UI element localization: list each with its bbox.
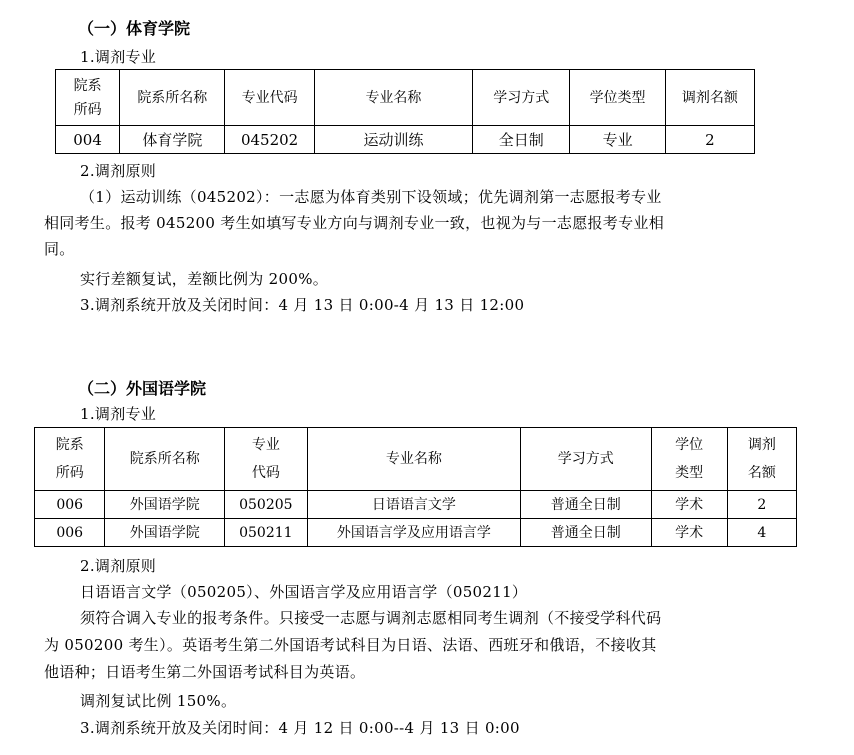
header-cell <box>56 70 120 126</box>
table-cell: 004 <box>56 126 120 154</box>
table-cell: 外国语言学及应用语言学 <box>307 519 520 547</box>
table-cell: 普通全日制 <box>521 491 651 519</box>
table-cell: 050205 <box>225 491 308 519</box>
header-line: 代码 <box>251 465 280 481</box>
section-title-sports: （一）体育学院 <box>78 19 191 38</box>
table-row <box>35 519 797 547</box>
header-cell: 院系所名称 <box>105 428 225 491</box>
header-cell: 学习方式 <box>473 70 570 126</box>
table-cell: 045202 <box>225 126 314 154</box>
table-cell: 运动训练 <box>314 126 472 154</box>
table-cell: 2 <box>727 491 796 519</box>
paragraph-ratio: 调剂复试比例 150%。 <box>80 692 237 710</box>
header-cell <box>727 428 796 491</box>
header-cell: 学位类型 <box>570 70 665 126</box>
table-cell: 050211 <box>225 519 308 547</box>
table-cell: 学术 <box>651 519 727 547</box>
table-cell: 4 <box>727 519 796 547</box>
table-cell: 2 <box>665 126 754 154</box>
header-line: 院系 <box>73 77 102 94</box>
header-cell: 专业名称 <box>314 70 472 126</box>
table-cell: 全日制 <box>473 126 570 154</box>
paragraph-line: 同。 <box>44 240 75 258</box>
header-line: 学位 <box>675 437 704 453</box>
header-cell: 专业代码 <box>225 70 314 126</box>
table-header-row <box>35 428 797 491</box>
table-cell: 体育学院 <box>120 126 225 154</box>
header-line: 调剂 <box>747 437 776 453</box>
paragraph-line: 日语语言文学（050205）、外国语言学及应用语言学（050211） <box>80 583 528 601</box>
table-cell: 外国语学院 <box>105 519 225 547</box>
table-cell: 006 <box>35 491 105 519</box>
paragraph-line: 须符合调入专业的报考条件。只接受一志愿与调剂志愿相同考生调剂（不接受学科代码 <box>80 609 662 627</box>
header-cell: 专业名称 <box>307 428 520 491</box>
subheading-principles: 2.调剂原则 <box>80 557 157 575</box>
subheading-principles: 2.调剂原则 <box>80 162 157 180</box>
section-title-foreign-languages: （二）外国语学院 <box>78 379 207 398</box>
header-cell: 院系所名称 <box>120 70 225 126</box>
header-line: 类型 <box>675 465 704 481</box>
table-header-row <box>56 70 755 126</box>
subheading-system-time: 3.调剂系统开放及关闭时间：4 月 13 日 0:00-4 月 13 日 12:00 <box>80 296 525 314</box>
header-line: 院系 <box>55 437 84 453</box>
table-cell: 专业 <box>570 126 665 154</box>
paragraph-line: 相同考生。报考 045200 考生如填写专业方向与调剂专业一致，也视为与一志愿报考专业相 <box>44 214 665 232</box>
subheading-majors: 1.调剂专业 <box>80 405 157 423</box>
header-line: 所码 <box>55 465 84 481</box>
table-cell: 006 <box>35 519 105 547</box>
table-cell: 日语语言文学 <box>307 491 520 519</box>
header-line: 名额 <box>747 465 776 481</box>
header-cell: 调剂名额 <box>665 70 754 126</box>
table-row <box>56 126 755 154</box>
header-cell <box>225 428 308 491</box>
table-cell: 外国语学院 <box>105 491 225 519</box>
sports-majors-table <box>55 69 755 154</box>
subheading-majors: 1.调剂专业 <box>80 48 157 66</box>
header-cell: 学习方式 <box>521 428 651 491</box>
paragraph-line: 为 050200 考生）。英语考生第二外国语考试科目为日语、法语、西班牙和俄语，不接收其 <box>44 636 657 654</box>
header-cell <box>35 428 105 491</box>
header-line: 专业 <box>251 437 280 453</box>
table-cell: 学术 <box>651 491 727 519</box>
header-line: 所码 <box>73 101 102 118</box>
paragraph-line: 他语种；日语考生第二外国语考试科目为英语。 <box>44 663 366 681</box>
subheading-system-time: 3.调剂系统开放及关闭时间：4 月 12 日 0:00--4 月 13 日 0:00 <box>80 719 520 737</box>
table-cell: 普通全日制 <box>521 519 651 547</box>
header-cell <box>651 428 727 491</box>
table-row <box>35 491 797 519</box>
paragraph-ratio: 实行差额复试，差额比例为 200%。 <box>80 270 329 288</box>
paragraph-line: （1）运动训练（045202）：一志愿为体育类别下设领域；优先调剂第一志愿报考专业 <box>80 188 662 206</box>
foreign-languages-majors-table <box>34 427 797 547</box>
